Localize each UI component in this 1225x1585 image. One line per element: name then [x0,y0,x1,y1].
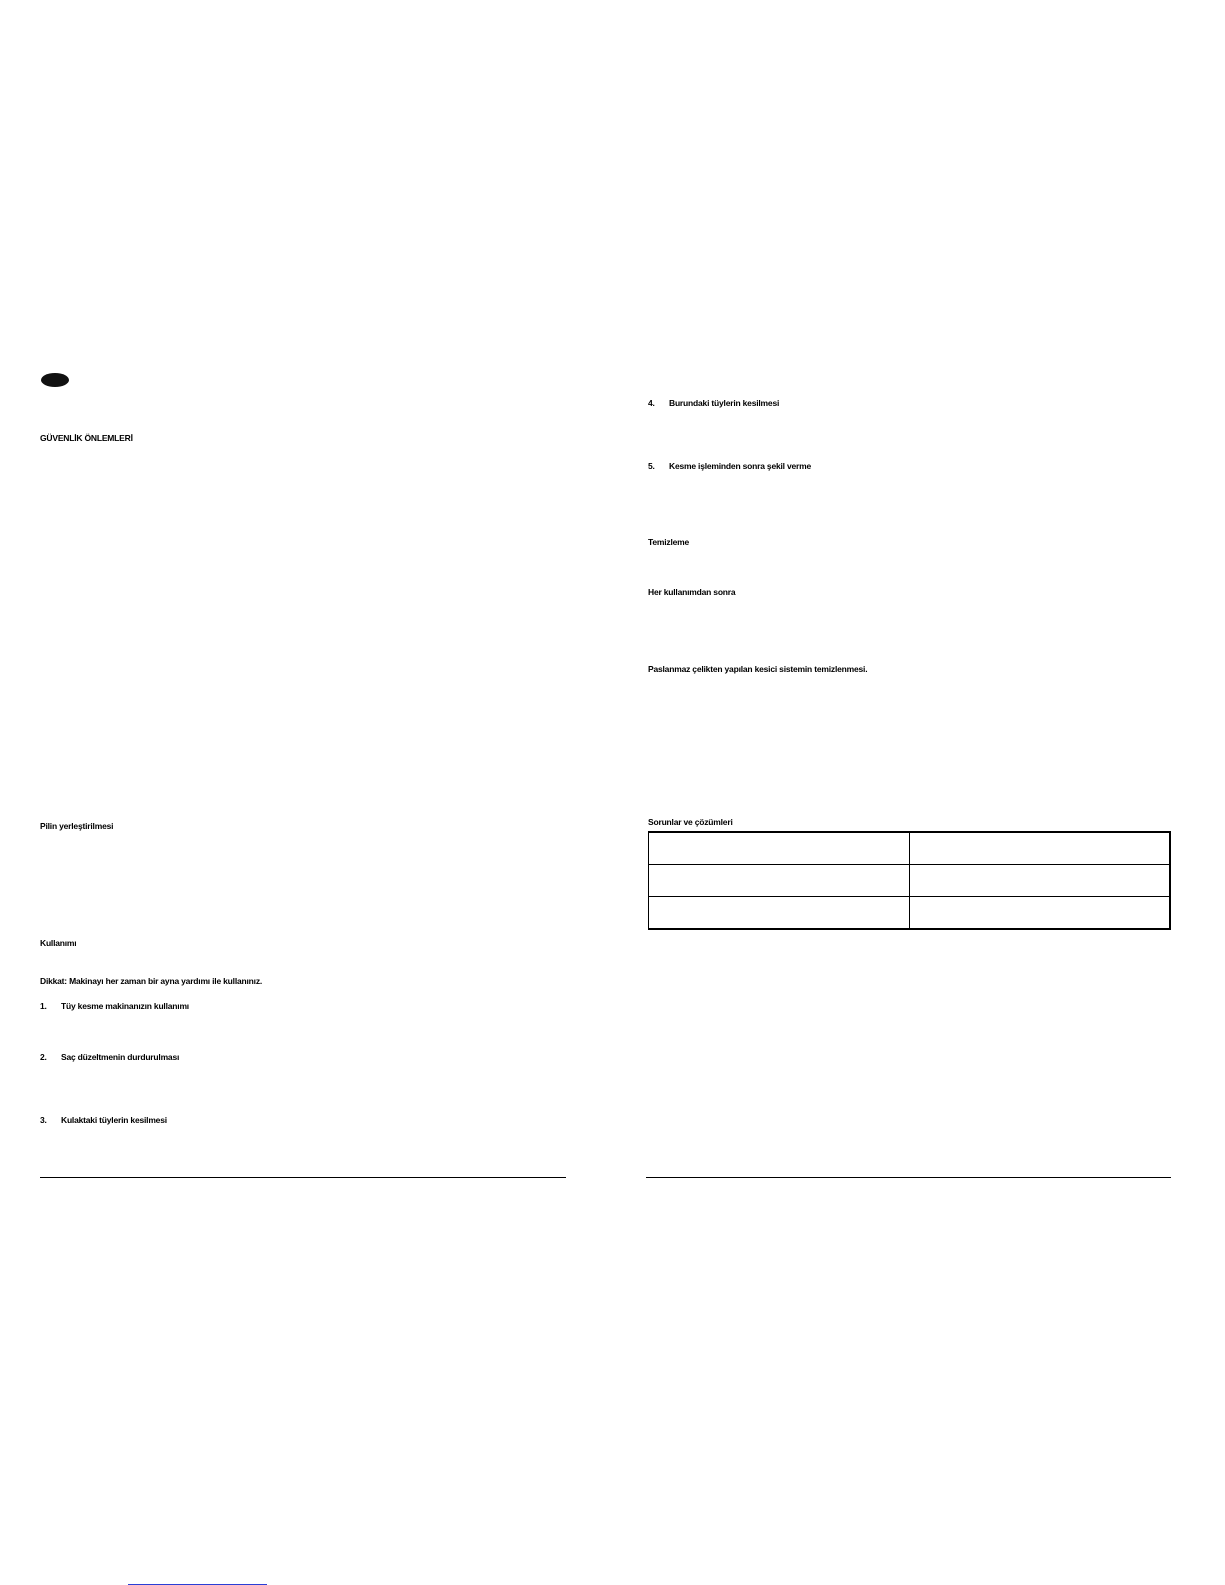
step-number: 2. [40,1052,47,1062]
table-cell-problem [649,832,910,865]
table-cell-solution [910,832,1171,865]
step-4-heading [648,398,779,408]
step-number: 5. [648,461,655,471]
caution-note: Dikkat: Makinayı her zaman bir ayna yardımı ile kullanınız. [40,976,263,986]
stainless-cleaning-heading: Paslanmaz çelikten yapılan kesici sistemin temizlenmesi. [648,664,868,674]
right-page-footer-rule [646,1177,1171,1178]
safety-heading: GÜVENLİK ÖNLEMLERİ [40,433,133,443]
step-title: Kesme işleminden sonra şekil verme [669,461,812,471]
left-page-footer-rule [40,1177,566,1178]
step-5-heading [648,461,811,471]
table-row [649,897,1171,930]
table-row [649,832,1171,865]
step-title: Tüy kesme makinanızın kullanımı [61,1001,189,1011]
table-cell-problem [649,865,910,897]
usage-heading: Kullanımı [40,938,77,948]
cleaning-heading: Temizleme [648,537,690,547]
troubleshooting-heading: Sorunlar ve çözümleri [648,817,733,827]
step-title: Kulaktaki tüylerin kesilmesi [61,1115,167,1125]
after-use-heading: Her kullanımdan sonra [648,587,736,597]
step-title: Saç düzeltmenin durdurulması [61,1052,180,1062]
battery-heading: Pilin yerleştirilmesi [40,821,114,831]
table-cell-solution [910,897,1171,930]
step-number: 4. [648,398,655,408]
step-number: 1. [40,1001,47,1011]
table-row [649,865,1171,897]
step-number: 3. [40,1115,47,1125]
step-title: Burundaki tüylerin kesilmesi [669,398,780,408]
step-1-heading [40,1001,189,1011]
table-cell-solution [910,865,1171,897]
language-badge [41,373,69,387]
step-3-heading [40,1115,167,1125]
table-cell-problem [649,897,910,930]
step-2-heading [40,1052,179,1062]
troubleshooting-table [648,831,1171,930]
